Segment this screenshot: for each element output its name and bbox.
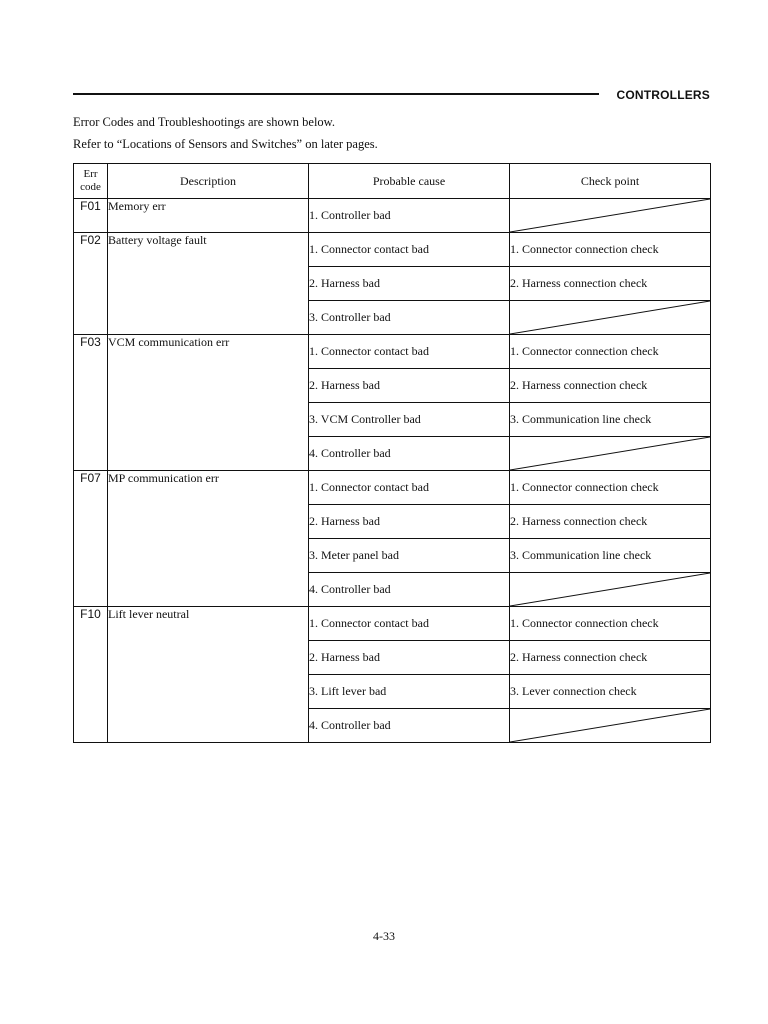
error-description: VCM communication err (108, 335, 309, 471)
check-point: 3. Lever connection check (510, 675, 711, 709)
check-point: 2. Harness connection check (510, 267, 711, 301)
header-err-code-line1: Err (83, 168, 98, 180)
check-point: 2. Harness connection check (510, 369, 711, 403)
check-point: 1. Connector connection check (510, 335, 711, 369)
probable-cause: 1. Connector contact bad (309, 471, 510, 505)
diagonal-strike (510, 437, 710, 470)
probable-cause: 1. Connector contact bad (309, 607, 510, 641)
check-point: 1. Connector connection check (510, 607, 711, 641)
diagonal-strike (510, 709, 710, 742)
probable-cause: 2. Harness bad (309, 369, 510, 403)
diagonal-line (510, 437, 710, 470)
error-description: Lift lever neutral (108, 607, 309, 743)
intro-line-1: Error Codes and Troubleshootings are shown below. (73, 115, 336, 129)
error-description: Battery voltage fault (108, 233, 309, 335)
probable-cause: 2. Harness bad (309, 505, 510, 539)
table-row (74, 335, 711, 369)
error-codes-table (73, 163, 711, 743)
check-point: 2. Harness connection check (510, 505, 711, 539)
probable-cause: 1. Controller bad (309, 199, 510, 233)
table-row (74, 471, 711, 505)
probable-cause: 4. Controller bad (309, 573, 510, 607)
diagonal-strike (510, 199, 710, 232)
check-point-empty (510, 709, 711, 743)
probable-cause: 2. Harness bad (309, 267, 510, 301)
probable-cause: 2. Harness bad (309, 641, 510, 675)
diagonal-strike (510, 301, 710, 334)
diagonal-line (510, 573, 710, 606)
check-point: 1. Connector connection check (510, 233, 711, 267)
error-code: F07 (74, 471, 108, 607)
probable-cause: 4. Controller bad (309, 437, 510, 471)
table-row (74, 233, 711, 267)
page-number: 4-33 (373, 929, 395, 943)
check-point: 1. Connector connection check (510, 471, 711, 505)
probable-cause: 1. Connector contact bad (309, 233, 510, 267)
header-check-point: Check point (510, 164, 711, 199)
probable-cause: 3. Lift lever bad (309, 675, 510, 709)
header-description: Description (108, 164, 309, 199)
error-code: F10 (74, 607, 108, 743)
header-err-code (74, 164, 108, 199)
table-row (74, 607, 711, 641)
probable-cause: 3. Meter panel bad (309, 539, 510, 573)
error-code: F03 (74, 335, 108, 471)
header-rule (73, 93, 599, 95)
header-err-code-line2: code (80, 181, 101, 193)
error-code: F02 (74, 233, 108, 335)
diagonal-line (510, 709, 710, 742)
diagonal-line (510, 199, 710, 232)
intro-line-2: Refer to “Locations of Sensors and Switches” on later pages. (73, 137, 378, 151)
error-description: Memory err (108, 199, 309, 233)
probable-cause: 4. Controller bad (309, 709, 510, 743)
check-point: 2. Harness connection check (510, 641, 711, 675)
check-point: 3. Communication line check (510, 403, 711, 437)
section-title: CONTROLLERS (616, 88, 710, 102)
table-row (74, 199, 711, 233)
header-probable-cause: Probable cause (309, 164, 510, 199)
check-point-empty (510, 301, 711, 335)
check-point-empty (510, 437, 711, 471)
table-header-row (74, 164, 711, 199)
error-code: F01 (74, 199, 108, 233)
probable-cause: 1. Connector contact bad (309, 335, 510, 369)
check-point-empty (510, 573, 711, 607)
probable-cause: 3. Controller bad (309, 301, 510, 335)
probable-cause: 3. VCM Controller bad (309, 403, 510, 437)
intro-text (73, 111, 693, 155)
error-description: MP communication err (108, 471, 309, 607)
check-point-empty (510, 199, 711, 233)
diagonal-line (510, 301, 710, 334)
diagonal-strike (510, 573, 710, 606)
check-point: 3. Communication line check (510, 539, 711, 573)
